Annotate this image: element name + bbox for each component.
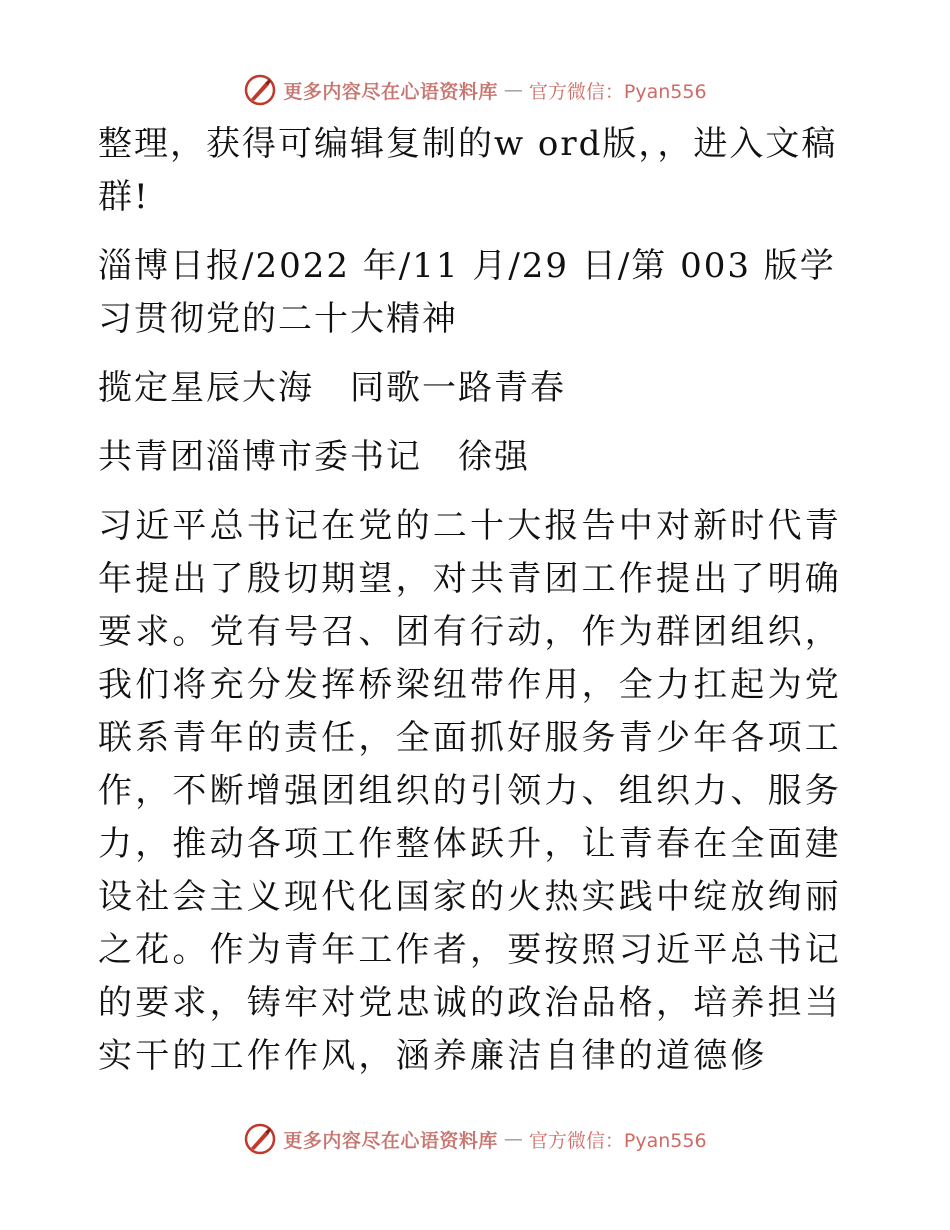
article-title: 揽定星辰大海 同歌一路青春 (98, 368, 566, 408)
article-paragraph: 习近平总书记在党的二十大报告中对新时代青年提出了殷切期望，对共青团工作提出了明确要求。党有号召、团有行动，作为群团组织，我们将充分发挥桥梁纽带作用，全力扛起为党联系青年的责任，全面抓好服务青少年各项工作，不断增强团组织的引领力、组织力、服务力，推动各项工作整体跃升，让青春在全面建设社会主义现代化国家的火热实践中绽放绚丽之花。作为青年工作者，要按照习近平总书记的要求，铸牢对党忠诚的政治品格，培养担当实干的工作作风，涵养廉洁自律的道德修 (98, 506, 842, 1076)
pen-logo-icon (243, 73, 277, 107)
watermark-separator: — (503, 79, 523, 101)
watermark-text: 更多内容尽在心语资料库 (283, 1129, 498, 1152)
watermark-contact: 官方微信：Pyan556 (528, 1129, 707, 1152)
header-watermark (0, 73, 950, 107)
watermark-contact: 官方微信：Pyan556 (528, 80, 707, 103)
watermark-separator: — (503, 1128, 523, 1150)
watermark-text: 更多内容尽在心语资料库 (283, 80, 498, 103)
document-body (98, 118, 858, 1099)
source-line: 淄博日报/2022 年/11 月/29 日/第 003 版学习贯彻党的二十大精神 (98, 246, 836, 339)
intro-note: 整理，获得可编辑复制的w ord版，，进入文稿群! (98, 124, 838, 217)
footer-watermark (0, 1122, 950, 1156)
article-author: 共青团淄博市委书记 徐强 (98, 437, 530, 477)
pen-logo-icon (243, 1122, 277, 1156)
